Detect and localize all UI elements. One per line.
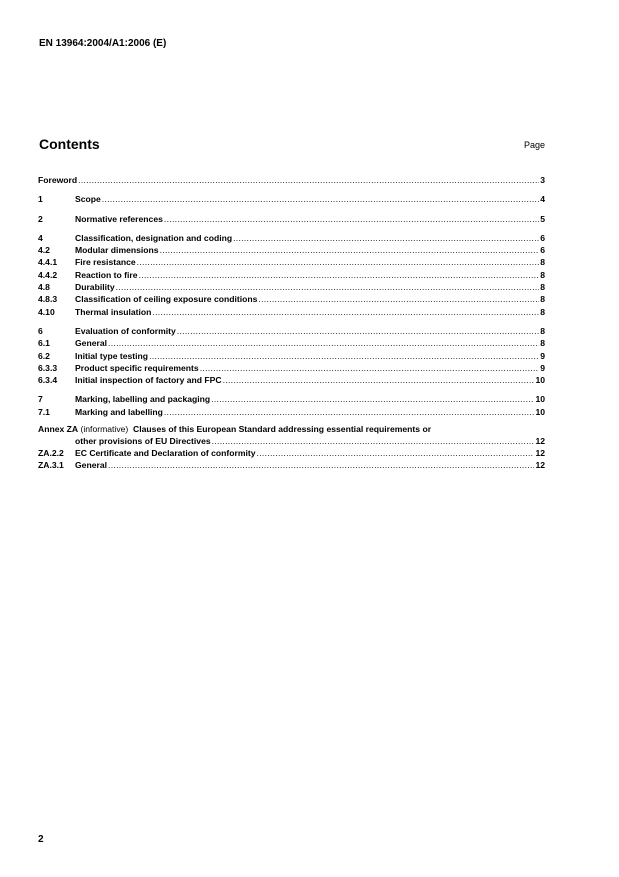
toc-number: ZA.2.2	[38, 447, 64, 458]
toc-title: Fire resistance	[75, 257, 136, 268]
toc-page: 8	[540, 294, 545, 305]
leader-dots	[258, 293, 539, 305]
toc-entry-za-2-2[interactable]	[38, 447, 545, 459]
toc-title: Classification, designation and coding	[75, 232, 233, 243]
leader-dots	[116, 281, 540, 293]
toc-entry-6-2[interactable]	[38, 350, 545, 362]
toc-number: 6.1	[38, 338, 50, 349]
toc-number: 1	[38, 194, 43, 205]
toc-title: Product specific requirements	[75, 362, 199, 373]
leader-dots	[257, 447, 535, 459]
leader-dots	[149, 350, 539, 362]
toc-number: 6.3.3	[38, 362, 58, 373]
toc-page: 6	[540, 245, 545, 256]
leader-dots	[164, 406, 535, 418]
toc-entry-4-8-3[interactable]	[38, 293, 545, 305]
toc-title: Initial inspection of factory and FPC	[75, 375, 222, 386]
toc-title: Durability	[75, 282, 115, 293]
toc-page: 10	[535, 406, 545, 417]
leader-dots	[152, 306, 539, 318]
toc-title: EC Certificate and Declaration of conformity	[75, 447, 256, 458]
toc-page: 4	[540, 194, 545, 205]
toc-page: 12	[535, 435, 545, 446]
toc-number: 4.10	[38, 306, 55, 317]
leader-dots	[102, 193, 539, 205]
toc-title: Evaluation of conformity	[75, 325, 176, 336]
leader-dots	[223, 374, 535, 386]
toc-number: 6.2	[38, 350, 50, 361]
toc-entry-1[interactable]	[38, 193, 545, 205]
toc-page: 8	[540, 325, 545, 336]
toc-entry-annex-za[interactable]	[38, 425, 545, 435]
toc-title: Thermal insulation	[75, 306, 152, 317]
leader-dots	[164, 213, 539, 225]
toc-entry-foreword[interactable]	[38, 174, 545, 186]
toc-entry-4-4-2[interactable]	[38, 269, 545, 281]
toc-page: 10	[535, 375, 545, 386]
leader-dots	[137, 256, 540, 268]
toc-entry-4[interactable]	[38, 232, 545, 244]
toc-page: 9	[540, 362, 545, 373]
toc-title: General	[75, 460, 108, 471]
toc-number: 6	[38, 325, 43, 336]
toc-number: 4.8	[38, 282, 50, 293]
leader-dots	[108, 459, 534, 471]
table-of-contents	[38, 174, 545, 471]
toc-number: 4.8.3	[38, 294, 58, 305]
toc-entry-4-4-1[interactable]	[38, 256, 545, 268]
leader-dots	[177, 325, 539, 337]
toc-title: Marking and labelling	[75, 406, 163, 417]
toc-title: Normative references	[75, 213, 163, 224]
toc-entry-4-8[interactable]	[38, 281, 545, 293]
toc-entry-4-2[interactable]	[38, 244, 545, 256]
leader-dots	[139, 269, 540, 281]
toc-entry-7-1[interactable]	[38, 406, 545, 418]
toc-number: 2	[38, 213, 43, 224]
document-id: EN 13964:2004/A1:2006 (E)	[39, 38, 167, 49]
toc-page: 6	[540, 232, 545, 243]
leader-dots	[108, 337, 539, 349]
toc-page: 8	[540, 282, 545, 293]
toc-number: 4.2	[38, 245, 50, 256]
toc-number: 4.4.2	[38, 269, 58, 280]
leader-dots	[212, 435, 535, 447]
toc-number: 7	[38, 394, 43, 405]
leader-dots	[160, 244, 540, 256]
toc-entry-6-1[interactable]	[38, 337, 545, 349]
toc-title: Modular dimensions	[75, 245, 159, 256]
toc-page: 5	[540, 213, 545, 224]
toc-entry-6[interactable]	[38, 325, 545, 337]
toc-title: Initial type testing	[75, 350, 149, 361]
page-number: 2	[38, 834, 44, 845]
toc-title: Classification of ceiling exposure conditions	[75, 294, 258, 305]
toc-page: 8	[540, 257, 545, 268]
toc-page: 12	[535, 460, 545, 471]
leader-dots	[200, 362, 540, 374]
toc-entry-4-10[interactable]	[38, 306, 545, 318]
toc-number: 4.4.1	[38, 257, 58, 268]
toc-page: 8	[540, 306, 545, 317]
annex-label: Annex ZA	[38, 424, 79, 435]
toc-title: Scope	[75, 194, 101, 205]
toc-title: Foreword	[38, 175, 78, 185]
toc-page: 9	[540, 350, 545, 361]
toc-entry-6-3-4[interactable]	[38, 374, 545, 386]
toc-entry-za-3-1[interactable]	[38, 459, 545, 471]
toc-entry-7[interactable]	[38, 393, 545, 405]
page-column-label: Page	[523, 140, 545, 150]
toc-entry-2[interactable]	[38, 213, 545, 225]
toc-page: 3	[540, 175, 545, 185]
leader-dots	[211, 393, 534, 405]
toc-title: General	[75, 338, 108, 349]
leader-dots	[233, 232, 539, 244]
toc-page: 8	[540, 338, 545, 349]
toc-number: ZA.3.1	[38, 460, 64, 471]
leader-dots	[78, 174, 539, 186]
annex-title-line-1: Clauses of this European Standard addressing essential requirements or	[133, 424, 432, 435]
toc-title: Reaction to fire	[75, 269, 138, 280]
toc-number: 7.1	[38, 406, 50, 417]
toc-number: 6.3.4	[38, 375, 58, 386]
toc-title: Marking, labelling and packaging	[75, 394, 211, 405]
toc-page: 12	[535, 447, 545, 458]
toc-page: 10	[535, 394, 545, 405]
toc-entry-6-3-3[interactable]	[38, 362, 545, 374]
contents-heading: Contents	[39, 136, 100, 152]
toc-page: 8	[540, 269, 545, 280]
toc-number: 4	[38, 232, 43, 243]
annex-title-line-2: other provisions of EU Directives	[75, 435, 211, 446]
annex-type: (informative)	[80, 424, 129, 435]
toc-entry-annex-za-continued[interactable]	[38, 435, 545, 447]
